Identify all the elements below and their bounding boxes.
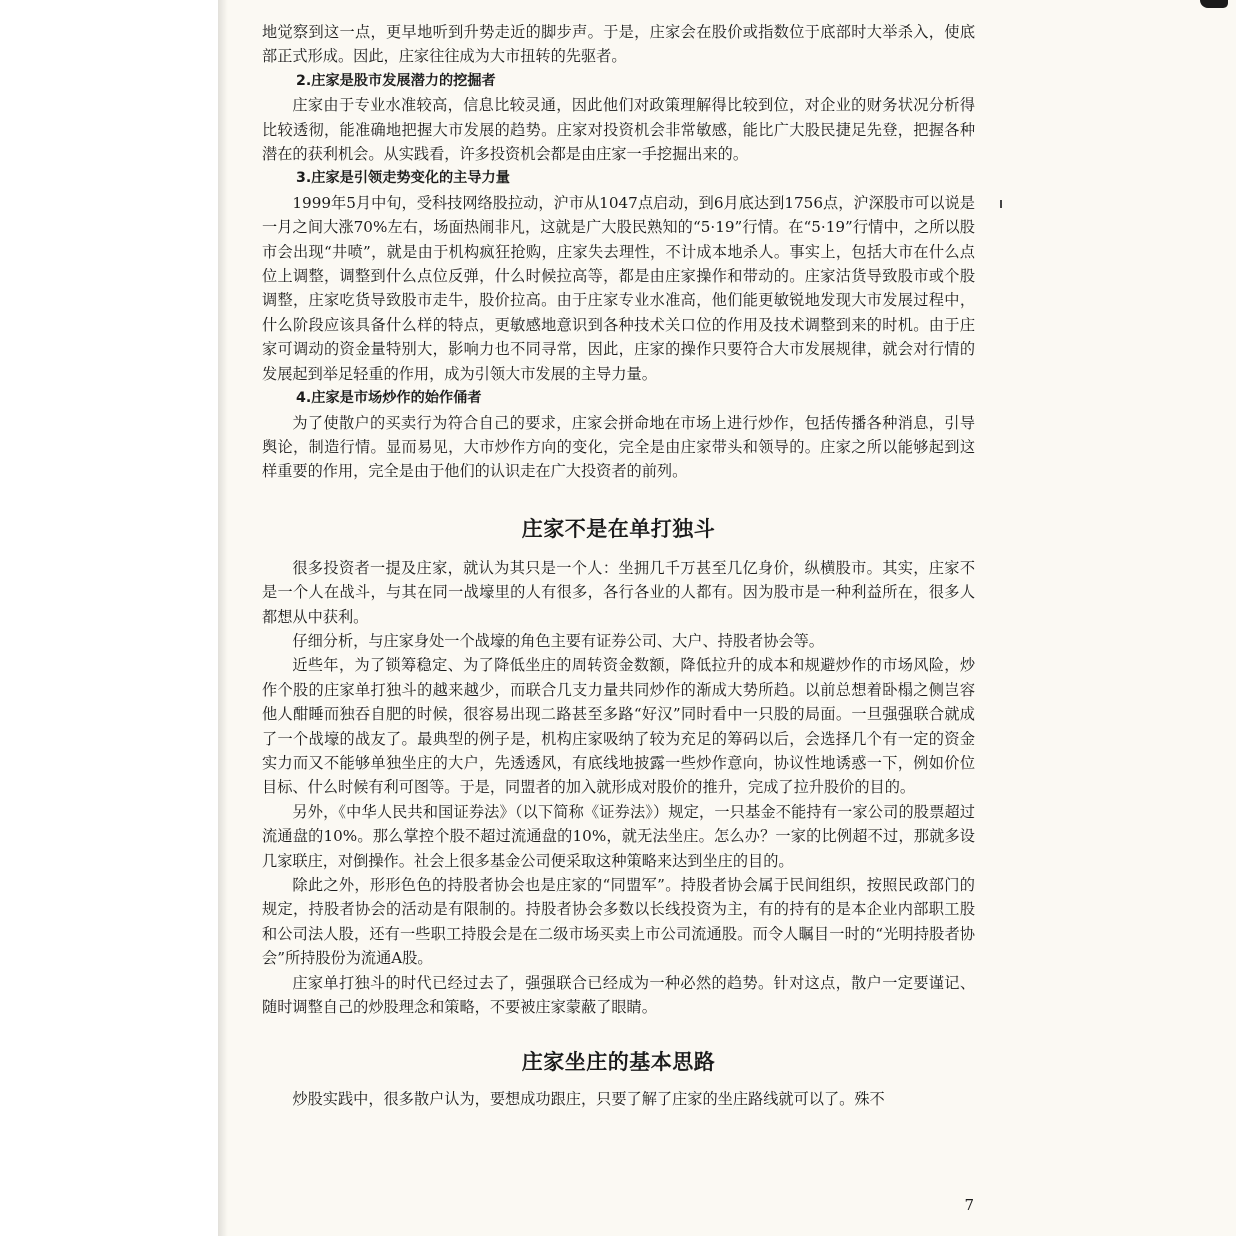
scan-tick-mark bbox=[1000, 200, 1002, 208]
scan-corner-mark bbox=[1200, 0, 1228, 8]
subheading-4: 4.庄家是市场炒作的始作俑者 bbox=[296, 390, 482, 407]
section1-paragraph: 庄家单打独斗的时代已经过去了，强强联合已经成为一种必然的趋势。针对这点，散户一定要谨记、随时调整自己的炒股理念和策略，不要被庄家蒙蔽了眼睛。 bbox=[262, 973, 975, 1017]
gutter-shadow bbox=[218, 0, 228, 1236]
section1-paragraph: 近些年，为了锁筹稳定、为了降低坐庄的周转资金数额，降低拉升的成本和规避炒作的市场风险，炒作个股的庄家单打独斗的越来越少，而联合几支力量共同炒作的渐成大势所趋。以前总想着卧榻之侧岂容他人酣睡而独吞自肥的时候，很容易出现二路甚至多路“好汉”同时看中一只股的局面。一旦强强联合就成了一个战壕的战友了。最典型的例子是，机构庄家吸纳了较为充足的筹码以后，会选择几个有一定的资金实力而又不能够单独坐庄的大户，先透透风，有底线地披露一些炒作意向，协议性地诱惑一下，例如价位目标、什么时候有利可图等。于是，同盟者的加入就形成对股价的推升，完成了拉升股价的目的。 bbox=[262, 656, 975, 797]
page-content bbox=[262, 20, 975, 1112]
paragraph-continued: 地觉察到这一点，更早地听到升势走近的脚步声。于是，庄家会在股价或指数位于底部时大举杀入，使底部正式形成。因此，庄家往往成为大市扭转的先驱者。 bbox=[262, 23, 975, 66]
section-title-2: 庄家坐庄的基本思路 bbox=[521, 1050, 716, 1075]
section1-paragraph: 除此之外，形形色色的持股者协会也是庄家的“同盟军”。持股者协会属于民间组织，按照民政部门的规定，持股者协会的活动是有限制的。持股者协会多数以长线投资为主，有的持有的是本企业内部职工股和公司法人股，还有一些职工持股会是在二级市场买卖上市公司流通股。而令人瞩目一时的“光明持股者协会”所持股份为流通A股。 bbox=[262, 876, 975, 968]
paragraph-s3: 1999年5月中旬，受科技网络股拉动，沪市从1047点启动，到6月底达到1756点，沪深股市可以说是一月之间大涨70%左右，场面热闹非凡，这就是广大股民熟知的“5·19”行情。在“5·19”行情中，之所以股市会出现“井喷”，就是由于机构疯狂抢购，庄家失去理性，不计成本地杀人。事实上，包括大市在什么点位上调整，调整到什么点位反弹，什么时候拉高等，都是由庄家操作和带动的。庄家沽货导致股市或个股调整，庄家吃货导致股市走牛，股价拉高。由于庄家专业水准高，他们能更敏锐地发现大市发展过程中，什么阶段应该具备什么样的特点，更敏感地意识到各种技术关口位的作用及技术调整到来的时机。由于庄家可调动的资金量特别大，影响力也不同寻常，因此，庄家的操作只要符合大市发展规律，就会对行情的发展起到举足轻重的作用，成为引领大市发展的主导力量。 bbox=[262, 193, 975, 383]
subheading-3: 3.庄家是引领走势变化的主导力量 bbox=[296, 170, 510, 187]
section1-paragraph: 很多投资者一提及庄家，就认为其只是一个人：坐拥几千万甚至几亿身价，纵横股市。其实，庄家不是一个人在战斗，与其在同一战壕里的人有很多，各行各业的人都有。因为股市是一种利益所在，很多人都想从中获利。 bbox=[262, 558, 975, 626]
page-number: 7 bbox=[964, 1196, 974, 1214]
section-title-1: 庄家不是在单打独斗 bbox=[521, 516, 716, 541]
section1-paragraph: 另外，《中华人民共和国证券法》（以下简称《证券法》）规定，一只基金不能持有一家公司的股票超过流通盘的10%。那么掌控个股不超过流通盘的10%，就无法坐庄。怎么办？一家的比例超不过，那就多设几家联庄，对倒操作。社会上很多基金公司便采取这种策略来达到坐庄的目的。 bbox=[262, 802, 975, 870]
paragraph-s2: 庄家由于专业水准较高，信息比较灵通，因此他们对政策理解得比较到位，对企业的财务状况分析得比较透彻，能准确地把握大市发展的趋势。庄家对投资机会非常敏感，能比广大股民捷足先登，把握各种潜在的获利机会。从实践看，许多投资机会都是由庄家一手挖掘出来的。 bbox=[262, 96, 975, 164]
subheading-2: 2.庄家是股市发展潜力的挖掘者 bbox=[296, 72, 496, 89]
section2-paragraph: 炒股实践中，很多散户认为，要想成功跟庄，只要了解了庄家的坐庄路线就可以了。殊不 bbox=[292, 1090, 885, 1109]
paragraph-s4: 为了使散户的买卖行为符合自己的要求，庄家会拼命地在市场上进行炒作，包括传播各种消息，引导舆论，制造行情。显而易见，大市炒作方向的变化，完全是由庄家带头和领导的。庄家之所以能够起到这样重要的作用，完全是由于他们的认识走在广大投资者的前列。 bbox=[262, 413, 975, 481]
section1-paragraph: 仔细分析，与庄家身处一个战壕的角色主要有证券公司、大户、持股者协会等。 bbox=[292, 631, 824, 650]
